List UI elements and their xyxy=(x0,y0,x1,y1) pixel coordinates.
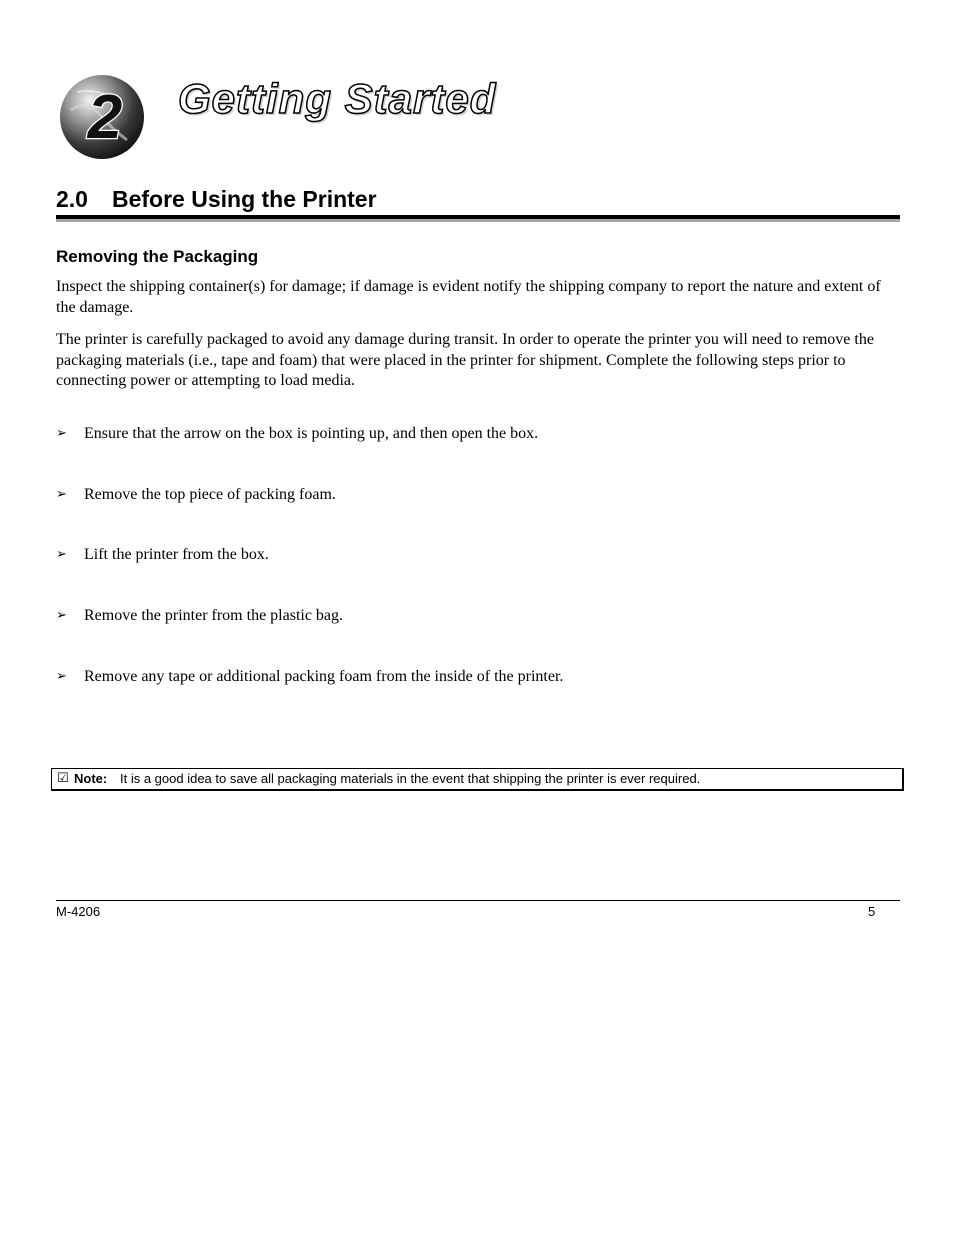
list-item-text: Ensure that the arrow on the box is pointing up, and then open the box. xyxy=(84,425,539,442)
list-item-text: Remove the printer from the plastic bag. xyxy=(84,607,344,624)
footer-page-number: 5 xyxy=(868,904,876,919)
chapter-number: 2 xyxy=(87,83,123,152)
paragraph-inspect: Inspect the shipping container(s) for damage; if damage is evident notify the shipping company to report the nature and extent of the damage. xyxy=(56,278,881,316)
arrowhead-bullet-icon: ➢ xyxy=(56,669,67,684)
paragraph-packaging: The printer is carefully packaged to avoid any damage during transit. In order to operate the printer you will need to remove the packaging materials (i.e., tape and foam) that were placed in the printer for shipment. Complete the following steps prior to connecting power or attempting to load media. xyxy=(56,331,874,389)
note-text: It is a good idea to save all packaging materials in the event that shipping the printer is ever required. xyxy=(120,771,701,786)
section-rule-shadow xyxy=(56,219,900,222)
section-number: 2.0 xyxy=(56,186,88,212)
note-box xyxy=(51,768,904,791)
chapter-title: Getting Started xyxy=(178,75,497,122)
section-heading xyxy=(56,186,377,213)
subsection-heading: Removing the Packaging xyxy=(56,247,259,266)
list-item-text: Remove the top piece of packing foam. xyxy=(84,486,336,503)
arrowhead-bullet-icon: ➢ xyxy=(56,608,67,623)
list-item-text: Lift the printer from the box. xyxy=(84,546,269,563)
note-label: Note: xyxy=(74,771,108,786)
list-item-text: Remove any tape or additional packing foam from the inside of the printer. xyxy=(84,668,564,685)
arrowhead-bullet-icon: ➢ xyxy=(56,547,67,562)
checkbox-icon: ☑ xyxy=(57,771,69,786)
section-title: Before Using the Printer xyxy=(112,186,377,212)
footer-doc-number: M-4206 xyxy=(56,904,101,919)
arrowhead-bullet-icon: ➢ xyxy=(56,426,67,441)
arrowhead-bullet-icon: ➢ xyxy=(56,487,67,502)
chapter-badge-icon xyxy=(57,70,147,160)
footer-rule xyxy=(56,900,900,901)
